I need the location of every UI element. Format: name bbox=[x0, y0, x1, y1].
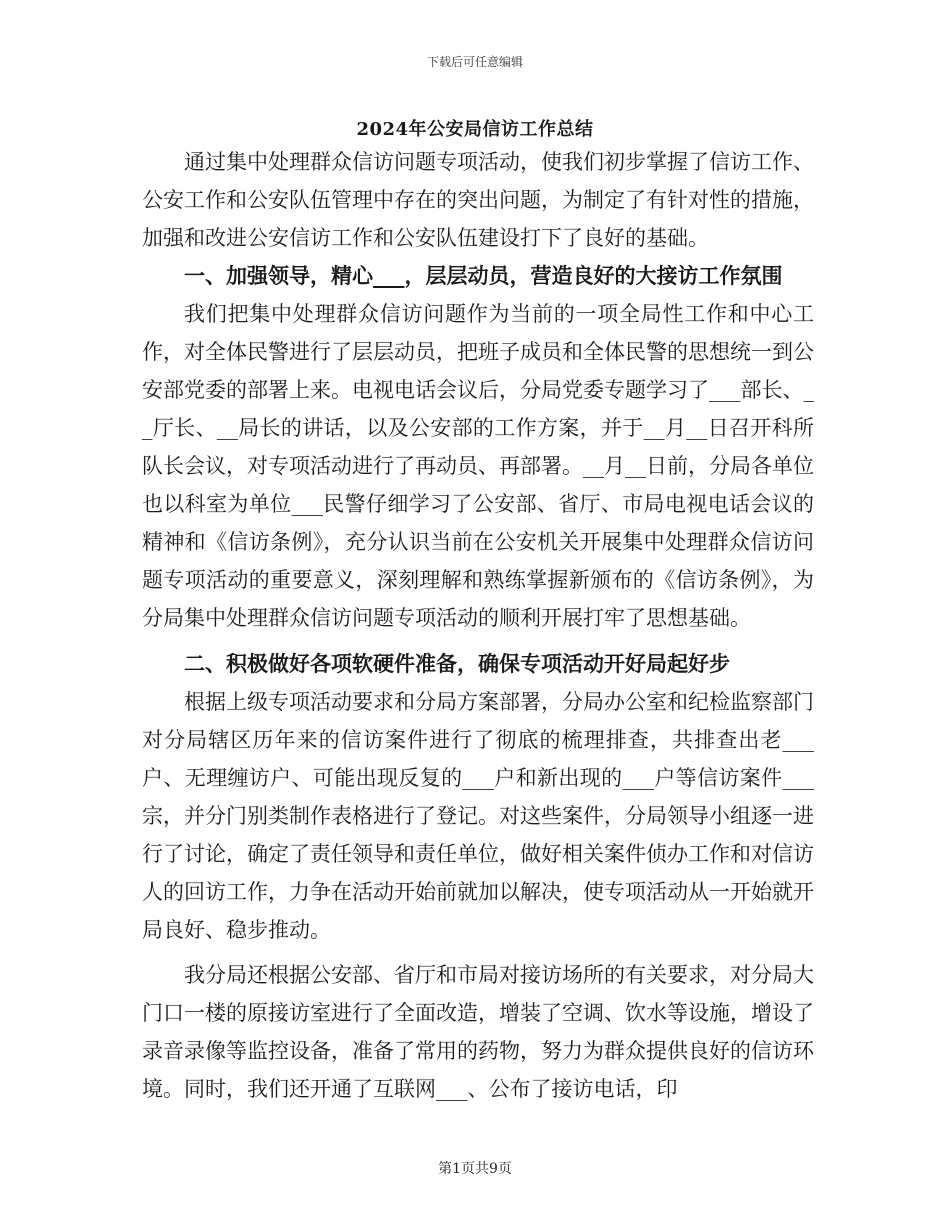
document-body bbox=[142, 143, 814, 1108]
page-number: 第1页共9页 bbox=[438, 1161, 512, 1177]
section1-paragraph: 我们把集中处理群众信访问题作为当前的一项全局性工作和中心工作，对全体民警进行了层层动员，把班子成员和全体民警的思想统一到公安部党委的部署上来。电视电话会议后，分局党委专题学习了___部长、__厅长、__局长的讲话，以及公安部的工作方案，并于__月__日召开科所队长会议，对专项活动进行了再动员、再部署。__月__日前，分局各单位也以科室为单位___民警仔细学习了公安部、省厅、市局电视电话会议的精神和《信访条例》，充分认识当前在公安机关开展集中处理群众信访问题专项活动的重要意义，深刻理解和熟练掌握新颁布的《信访条例》，为分局集中处理群众信访问题专项活动的顺利开展打牢了思想基础。 bbox=[142, 302, 814, 630]
section2-paragraph: 根据上级专项活动要求和分局方案部署，分局办公室和纪检监察部门对分局辖区历年来的信访案件进行了彻底的梳理排查，共排查出老___户、无理缠访户、可能出现反复的___户和新出现的___户等信访案件___宗，并分门别类制作表格进行了登记。对这些案件，分局领导小组逐一进行了讨论，确定了责任领导和责任单位，做好相关案件侦办工作和对信访人的回访工作，力争在活动开始前就加以解决，使专项活动从一开始就开局良好、稳步推动。 bbox=[142, 690, 814, 942]
section2-paragraph-2: 我分局还根据公安部、省厅和市局对接访场所的有关要求，对分局大门口一楼的原接访室进行了全面改造，增装了空调、饮水等设施，增设了录音录像等监控设备，准备了常用的药物，努力为群众提供良好的信访环境。同时，我们还开通了互联网___、公布了接访电话，印 bbox=[142, 963, 814, 1101]
intro-paragraph: 通过集中处理群众信访问题专项活动，使我们初步掌握了信访工作、公安工作和公安队伍管理中存在的突出问题，为制定了有针对性的措施，加强和改进公安信访工作和公安队伍建设打下了良好的基础。 bbox=[142, 150, 814, 250]
section1-heading: 一、加强领导，精心___，层层动员，营造良好的大接访工作氛围 bbox=[184, 263, 783, 288]
document-title: 2024年公安局信访工作总结 bbox=[356, 119, 594, 140]
header-note: 下载后可任意编辑 bbox=[426, 55, 523, 69]
section2-heading: 二、积极做好各项软硬件准备，确保专项活动开好局起好步 bbox=[184, 651, 730, 676]
